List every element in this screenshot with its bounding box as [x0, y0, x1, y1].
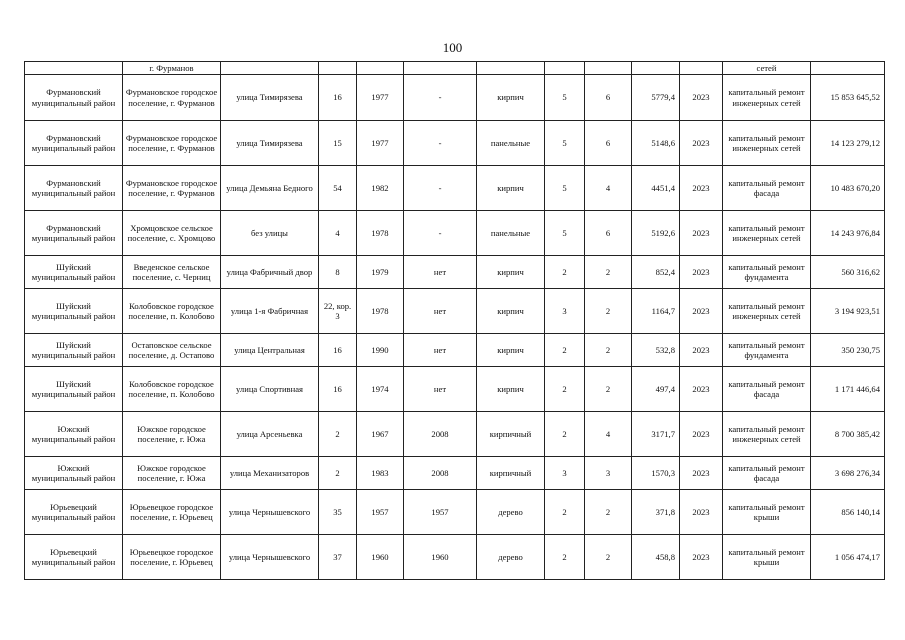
plan-year-cell: 2023 [680, 457, 723, 490]
floors-cell: 2 [545, 490, 585, 535]
wall-material-cell: кирпич [477, 334, 545, 367]
floors-cell: 5 [545, 75, 585, 121]
table-row [25, 334, 885, 367]
overhaul-year-cell: - [404, 75, 477, 121]
work-type-cell: капитальный ремонт инженерных сетей [723, 121, 811, 166]
house-cell: 16 [319, 334, 357, 367]
cost-cell: 560 316,62 [811, 256, 885, 289]
street-cell: улица Чернышевского [221, 535, 319, 580]
work-type-cell: капитальный ремонт фундамента [723, 334, 811, 367]
entrances-cell: 2 [585, 535, 632, 580]
settlement-cell: Южское городское поселение, г. Южа [123, 457, 221, 490]
house-cell: 16 [319, 75, 357, 121]
settlement-cell: г. Фурманов [123, 62, 221, 75]
settlement-cell: Остаповское сельское поселение, д. Остапово [123, 334, 221, 367]
plan-year-cell: 2023 [680, 75, 723, 121]
cost-cell [811, 62, 885, 75]
street-cell [221, 62, 319, 75]
work-type-cell: капитальный ремонт крыши [723, 490, 811, 535]
built-year-cell: 1957 [357, 490, 404, 535]
entrances-cell: 3 [585, 457, 632, 490]
entrances-cell: 6 [585, 211, 632, 256]
entrances-cell [585, 62, 632, 75]
built-year-cell: 1990 [357, 334, 404, 367]
house-cell: 2 [319, 412, 357, 457]
work-type-cell: сетей [723, 62, 811, 75]
wall-material-cell: кирпич [477, 166, 545, 211]
settlement-cell: Хромцовское сельское поселение, с. Хромцово [123, 211, 221, 256]
district-cell: Фурмановский муниципальный район [25, 166, 123, 211]
plan-year-cell: 2023 [680, 166, 723, 211]
district-cell: Фурмановский муниципальный район [25, 121, 123, 166]
settlement-cell: Фурмановское городское поселение, г. Фурманов [123, 166, 221, 211]
overhaul-year-cell: нет [404, 367, 477, 412]
floors-cell: 5 [545, 211, 585, 256]
work-type-cell: капитальный ремонт инженерных сетей [723, 211, 811, 256]
overhaul-year-cell: нет [404, 334, 477, 367]
area-cell: 497,4 [632, 367, 680, 412]
work-type-cell: капитальный ремонт фасада [723, 166, 811, 211]
district-cell: Шуйский муниципальный район [25, 256, 123, 289]
table-row [25, 367, 885, 412]
house-cell: 54 [319, 166, 357, 211]
plan-year-cell: 2023 [680, 367, 723, 412]
street-cell: улица Тимирязева [221, 75, 319, 121]
house-cell: 8 [319, 256, 357, 289]
floors-cell: 2 [545, 367, 585, 412]
floors-cell: 5 [545, 121, 585, 166]
overhaul-year-cell: - [404, 166, 477, 211]
plan-year-cell: 2023 [680, 211, 723, 256]
entrances-cell: 2 [585, 256, 632, 289]
district-cell [25, 62, 123, 75]
street-cell: улица Центральная [221, 334, 319, 367]
district-cell: Фурмановский муниципальный район [25, 75, 123, 121]
house-cell: 22, кор. 3 [319, 289, 357, 334]
work-type-cell: капитальный ремонт крыши [723, 535, 811, 580]
floors-cell [545, 62, 585, 75]
entrances-cell: 2 [585, 289, 632, 334]
house-cell: 16 [319, 367, 357, 412]
wall-material-cell: кирпич [477, 75, 545, 121]
page-number: 100 [442, 40, 463, 55]
wall-material-cell: кирпич [477, 289, 545, 334]
street-cell: улица Демьяна Бедного [221, 166, 319, 211]
floors-cell: 2 [545, 535, 585, 580]
wall-material-cell: кирпичный [477, 457, 545, 490]
street-cell: без улицы [221, 211, 319, 256]
entrances-cell: 2 [585, 367, 632, 412]
housing-repair-table [24, 61, 885, 580]
overhaul-year-cell [404, 62, 477, 75]
settlement-cell: Колобовское городское поселение, п. Колобово [123, 289, 221, 334]
work-type-cell: капитальный ремонт фасада [723, 457, 811, 490]
house-cell: 4 [319, 211, 357, 256]
work-type-cell: капитальный ремонт инженерных сетей [723, 412, 811, 457]
district-cell: Шуйский муниципальный район [25, 289, 123, 334]
area-cell: 1164,7 [632, 289, 680, 334]
cost-cell: 1 171 446,64 [811, 367, 885, 412]
settlement-cell: Южское городское поселение, г. Южа [123, 412, 221, 457]
built-year-cell: 1974 [357, 367, 404, 412]
floors-cell: 2 [545, 412, 585, 457]
entrances-cell: 2 [585, 490, 632, 535]
house-cell: 15 [319, 121, 357, 166]
district-cell: Южский муниципальный район [25, 412, 123, 457]
work-type-cell: капитальный ремонт фасада [723, 367, 811, 412]
district-cell: Шуйский муниципальный район [25, 334, 123, 367]
street-cell: улица Тимирязева [221, 121, 319, 166]
district-cell: Юрьевецкий муниципальный район [25, 535, 123, 580]
area-cell: 5779,4 [632, 75, 680, 121]
table-row [25, 75, 885, 121]
plan-year-cell: 2023 [680, 289, 723, 334]
table-row [25, 412, 885, 457]
cost-cell: 14 123 279,12 [811, 121, 885, 166]
table-row [25, 535, 885, 580]
area-cell: 1570,3 [632, 457, 680, 490]
area-cell: 371,8 [632, 490, 680, 535]
built-year-cell: 1979 [357, 256, 404, 289]
cost-cell: 8 700 385,42 [811, 412, 885, 457]
district-cell: Фурмановский муниципальный район [25, 211, 123, 256]
wall-material-cell: панельные [477, 121, 545, 166]
area-cell [632, 62, 680, 75]
work-type-cell: капитальный ремонт инженерных сетей [723, 289, 811, 334]
work-type-cell: капитальный ремонт инженерных сетей [723, 75, 811, 121]
cost-cell: 10 483 670,20 [811, 166, 885, 211]
street-cell: улица Механизаторов [221, 457, 319, 490]
entrances-cell: 4 [585, 412, 632, 457]
overhaul-year-cell: нет [404, 289, 477, 334]
street-cell: улица Арсеньевка [221, 412, 319, 457]
floors-cell: 5 [545, 166, 585, 211]
street-cell: улица Фабричный двор [221, 256, 319, 289]
wall-material-cell: панельные [477, 211, 545, 256]
cost-cell: 1 056 474,17 [811, 535, 885, 580]
plan-year-cell [680, 62, 723, 75]
overhaul-year-cell: 2008 [404, 412, 477, 457]
cost-cell: 3 194 923,51 [811, 289, 885, 334]
cost-cell: 3 698 276,34 [811, 457, 885, 490]
plan-year-cell: 2023 [680, 334, 723, 367]
overhaul-year-cell: нет [404, 256, 477, 289]
area-cell: 5192,6 [632, 211, 680, 256]
table-row [25, 211, 885, 256]
table-row [25, 457, 885, 490]
table-row [25, 289, 885, 334]
area-cell: 852,4 [632, 256, 680, 289]
overhaul-year-cell: 2008 [404, 457, 477, 490]
house-cell: 37 [319, 535, 357, 580]
overhaul-year-cell: 1960 [404, 535, 477, 580]
floors-cell: 2 [545, 334, 585, 367]
built-year-cell: 1978 [357, 289, 404, 334]
built-year-cell: 1960 [357, 535, 404, 580]
house-cell: 2 [319, 457, 357, 490]
wall-material-cell: кирпич [477, 367, 545, 412]
overhaul-year-cell: - [404, 211, 477, 256]
overhaul-year-cell: - [404, 121, 477, 166]
cost-cell: 856 140,14 [811, 490, 885, 535]
plan-year-cell: 2023 [680, 412, 723, 457]
cost-cell: 350 230,75 [811, 334, 885, 367]
wall-material-cell: кирпичный [477, 412, 545, 457]
floors-cell: 3 [545, 457, 585, 490]
wall-material-cell: кирпич [477, 256, 545, 289]
built-year-cell: 1977 [357, 121, 404, 166]
district-cell: Шуйский муниципальный район [25, 367, 123, 412]
plan-year-cell: 2023 [680, 256, 723, 289]
table-row [25, 121, 885, 166]
built-year-cell: 1977 [357, 75, 404, 121]
wall-material-cell: дерево [477, 490, 545, 535]
district-cell: Юрьевецкий муниципальный район [25, 490, 123, 535]
table-row [25, 256, 885, 289]
entrances-cell: 6 [585, 75, 632, 121]
built-year-cell: 1967 [357, 412, 404, 457]
floors-cell: 3 [545, 289, 585, 334]
work-type-cell: капитальный ремонт фундамента [723, 256, 811, 289]
table-row [25, 166, 885, 211]
street-cell: улица 1-я Фабричная [221, 289, 319, 334]
district-cell: Южский муниципальный район [25, 457, 123, 490]
wall-material-cell: дерево [477, 535, 545, 580]
table-row [25, 490, 885, 535]
plan-year-cell: 2023 [680, 535, 723, 580]
settlement-cell: Фурмановское городское поселение, г. Фурманов [123, 121, 221, 166]
built-year-cell: 1978 [357, 211, 404, 256]
entrances-cell: 6 [585, 121, 632, 166]
area-cell: 532,8 [632, 334, 680, 367]
wall-material-cell [477, 62, 545, 75]
settlement-cell: Фурмановское городское поселение, г. Фурманов [123, 75, 221, 121]
entrances-cell: 2 [585, 334, 632, 367]
table-row [25, 62, 885, 75]
cost-cell: 15 853 645,52 [811, 75, 885, 121]
street-cell: улица Чернышевского [221, 490, 319, 535]
built-year-cell [357, 62, 404, 75]
area-cell: 3171,7 [632, 412, 680, 457]
cost-cell: 14 243 976,84 [811, 211, 885, 256]
built-year-cell: 1982 [357, 166, 404, 211]
area-cell: 5148,6 [632, 121, 680, 166]
built-year-cell: 1983 [357, 457, 404, 490]
house-cell: 35 [319, 490, 357, 535]
plan-year-cell: 2023 [680, 121, 723, 166]
house-cell [319, 62, 357, 75]
floors-cell: 2 [545, 256, 585, 289]
area-cell: 4451,4 [632, 166, 680, 211]
overhaul-year-cell: 1957 [404, 490, 477, 535]
settlement-cell: Юрьевецкое городское поселение, г. Юрьевец [123, 490, 221, 535]
street-cell: улица Спортивная [221, 367, 319, 412]
settlement-cell: Колобовское городское поселение, п. Колобово [123, 367, 221, 412]
settlement-cell: Юрьевецкое городское поселение, г. Юрьевец [123, 535, 221, 580]
area-cell: 458,8 [632, 535, 680, 580]
entrances-cell: 4 [585, 166, 632, 211]
plan-year-cell: 2023 [680, 490, 723, 535]
settlement-cell: Введенское сельское поселение, с. Черниц [123, 256, 221, 289]
